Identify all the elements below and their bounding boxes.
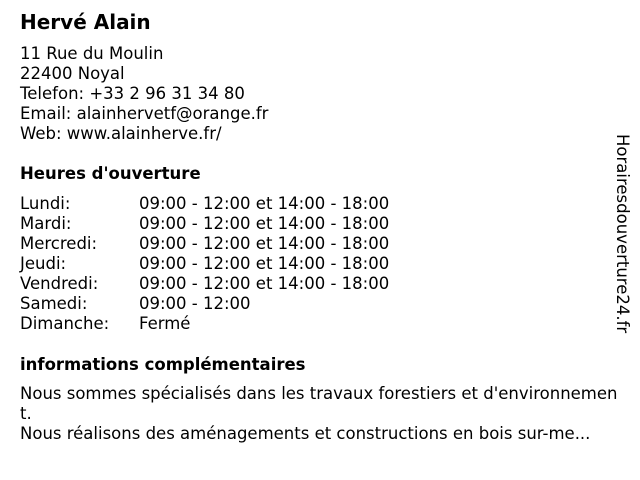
additional-info-text <box>20 384 620 444</box>
opening-hours-title: Heures d'ouverture <box>20 164 201 183</box>
hours-row-tuesday <box>20 214 440 234</box>
day-label: Dimanche: <box>20 314 110 333</box>
time-value: 09:00 - 12:00 et 14:00 - 18:00 <box>139 254 390 273</box>
hours-row-thursday <box>20 254 440 274</box>
hours-row-sunday <box>20 314 440 334</box>
hours-row-friday <box>20 274 440 294</box>
address-city: 22400 Noyal <box>20 64 125 83</box>
info-paragraph-1: Nous sommes spécialisés dans les travaux forestiers et d'environnement. <box>20 384 618 423</box>
site-watermark: Horairesdouverture24.fr <box>613 134 632 334</box>
day-label: Vendredi: <box>20 274 99 293</box>
opening-hours-table <box>20 194 440 334</box>
info-paragraph-2: Nous réalisons des aménagements et constructions en bois sur-me... <box>20 424 591 443</box>
phone-number: Telefon: +33 2 96 31 34 80 <box>20 84 245 103</box>
time-value: Fermé <box>139 314 191 333</box>
time-value: 09:00 - 12:00 et 14:00 - 18:00 <box>139 234 390 253</box>
contact-block <box>20 44 268 144</box>
time-value: 09:00 - 12:00 et 14:00 - 18:00 <box>139 194 390 213</box>
business-name: Hervé Alain <box>20 10 151 34</box>
time-value: 09:00 - 12:00 et 14:00 - 18:00 <box>139 214 390 233</box>
hours-row-wednesday <box>20 234 440 254</box>
hours-row-saturday <box>20 294 440 314</box>
day-label: Mardi: <box>20 214 72 233</box>
day-label: Jeudi: <box>20 254 67 273</box>
website: Web: www.alainherve.fr/ <box>20 124 222 143</box>
day-label: Samedi: <box>20 294 88 313</box>
day-label: Mercredi: <box>20 234 98 253</box>
time-value: 09:00 - 12:00 <box>139 294 251 313</box>
email-address: Email: alainhervetf@orange.fr <box>20 104 269 123</box>
address-street: 11 Rue du Moulin <box>20 44 164 63</box>
time-value: 09:00 - 12:00 et 14:00 - 18:00 <box>139 274 390 293</box>
additional-info-title: informations complémentaires <box>20 355 306 374</box>
hours-row-monday <box>20 194 440 214</box>
day-label: Lundi: <box>20 194 71 213</box>
